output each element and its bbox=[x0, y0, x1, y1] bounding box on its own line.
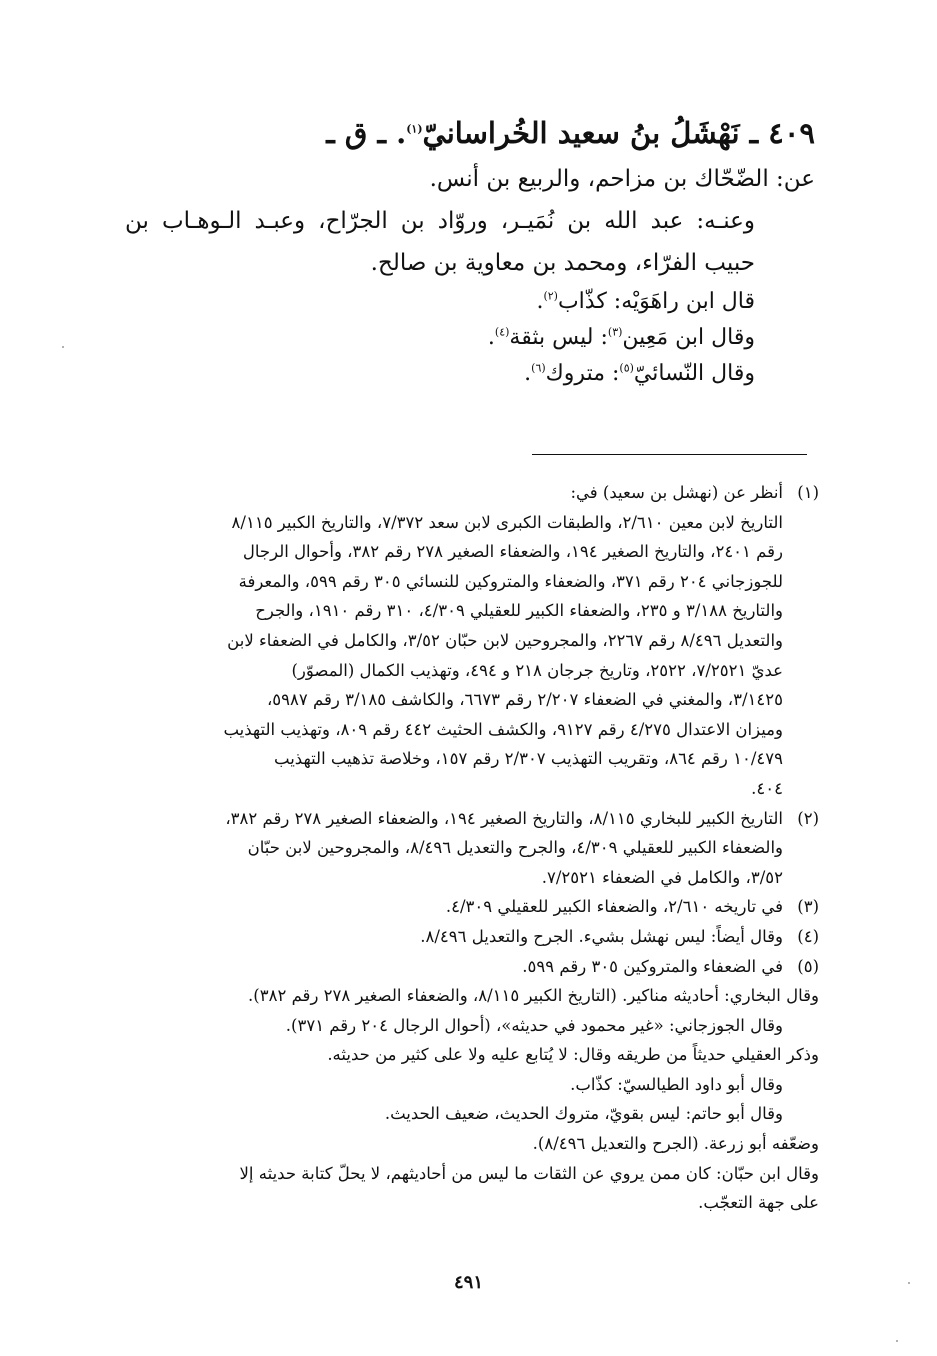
footnote-line-abu-zura: وضعّفه أبو زرعة. (الجرح والتعديل ٨/٤٩٦). bbox=[532, 1134, 819, 1154]
footnote-number: (٢) bbox=[797, 808, 819, 828]
footnote-ref[interactable]: (٢) bbox=[543, 289, 558, 303]
footnote-line: عديّ ٧/٢٥٢١، ٢٥٢٢، وتاريخ جرجان ٢١٨ و ٤٩٤، وتهذيب الكمال (المصوّر) bbox=[291, 660, 783, 680]
footnote-1 bbox=[119, 478, 819, 804]
footnote-line-juzjani: وقال الجوزجاني: «غير محمود في حديثه»، (أحوال الرجال ٢٠٤ رقم ٣٧١). bbox=[285, 1015, 783, 1035]
footnote-number: (١) bbox=[797, 483, 819, 502]
footnote-line: ٣/١٤٢٥، والمغني في الضعفاء ٢/٢٠٧ رقم ٦٦٧٣، والكاشف ٣/١٨٥ رقم ٥٩٨٧، bbox=[266, 690, 783, 710]
footnote-line: للجوزجاني ٢٠٤ رقم ٣٧١، والضعفاء والمتروكين للنسائي ٣٠٥ رقم ٥٩٩، والمعرفة bbox=[238, 571, 783, 591]
entry-title: ٤٠٩ ـ نَهْشَلُ بنُ سعيد الخُراسانيّ$^{(١)}$. ـ ق ـ bbox=[326, 116, 815, 150]
footnote-line: رقم ٢٤٠١، والتاريخ الصغير ١٩٤، والضعفاء الصغير ٢٧٨ رقم ٣٨٢، وأحوال الرجال bbox=[242, 542, 783, 562]
footnote-ref[interactable]: (١) bbox=[406, 122, 423, 136]
statement-nasai: وقال النّسائيّ$^{(٥)}$: متروك$^{(٦)}$. bbox=[524, 361, 755, 386]
biography-entry bbox=[125, 112, 815, 392]
scan-speck bbox=[896, 1340, 898, 1342]
footnote-ref[interactable]: (٣) bbox=[607, 325, 623, 339]
footnote-line: في تاريخه ٢/٦١٠، والضعفاء الكبير للعقيلي ٤/٣٠٩. bbox=[445, 897, 783, 917]
footnotes bbox=[119, 478, 819, 1218]
scan-speck bbox=[908, 1282, 910, 1284]
footnote-line: التاريخ الكبير للبخاري ٨/١١٥، والتاريخ الصغير ١٩٤، والضعفاء الصغير ٢٧٨ رقم ٣٨٢، bbox=[225, 808, 783, 828]
footnote-2 bbox=[119, 804, 819, 893]
footnote-line: التاريخ لابن معين ٢/٦١٠، والطبقات الكبرى لابن سعد ٧/٣٧٢، والتاريخ الكبير ٨/١١٥ bbox=[231, 512, 783, 532]
footnote-line: أنظر عن (نهشل بن سعيد) في: bbox=[570, 483, 783, 502]
footnote-line: وميزان الاعتدال ٤/٢٧٥ رقم ٩١٢٧، والكشف الحثيث ٤٤٢ رقم ٨٠٩، وتهذيب التهذيب bbox=[223, 719, 783, 739]
footnote-line-abu-hatim: وقال أبو حاتم: ليس بقويّ، متروك الحديث، ضعيف الحديث. bbox=[384, 1104, 783, 1124]
footnote-line-ibn-hibban-cont: على جهة التعجّب. bbox=[698, 1193, 819, 1213]
footnote-line: ٣/٥٢، والكامل في الضعفاء ٧/٢٥٢١. bbox=[541, 867, 783, 887]
narrated-from: عن: الضّحّاك بن مزاحم، والربيع بن أنس. bbox=[429, 166, 815, 192]
footnote-4 bbox=[119, 922, 819, 952]
footnote-line: ٤٠٤. bbox=[751, 778, 783, 798]
footnote-number: (٣) bbox=[797, 897, 819, 917]
footnote-line: والتعديل ٨/٤٩٦ رقم ٢٢٦٧، والمجروحين لابن حبّان ٣/٥٢، والكامل في الضعفاء لابن bbox=[227, 630, 783, 650]
footnote-5 bbox=[119, 952, 819, 982]
footnote-line-uqayli: وذكر العقيلي حديثاً من طريقه وقال: لا يُتابع عليه ولا على كثير من حديثه. bbox=[327, 1045, 819, 1065]
footnote-ref[interactable]: (٤) bbox=[494, 325, 510, 339]
footnote-line: ١٠/٤٧٩ رقم ٨٦٤، وتقريب التهذيب ٢/٣٠٧ رقم ١٥٧، وخلاصة تذهيب التهذيب bbox=[274, 749, 783, 769]
scan-speck bbox=[62, 346, 64, 348]
page-number: ٤٩١ bbox=[453, 1272, 483, 1293]
footnote-number: (٥) bbox=[797, 956, 819, 976]
footnote-ref[interactable]: (٥) bbox=[619, 361, 634, 375]
statement-ibn-main: وقال ابن مَعِين$^{(٣)}$: ليس بثقة$^{(٤)}$. bbox=[487, 325, 755, 350]
footnote-line: والضعفاء الكبير للعقيلي ٤/٣٠٩، والجرح والتعديل ٨/٤٩٦، والمجروحين لابن حبّان bbox=[247, 838, 783, 858]
footnote-line-ibn-hibban: وقال ابن حبّان: كان ممن يروي عن الثقات ما ليس من أحاديثهم، لا يحلّ كتابة حديثه إلا bbox=[239, 1163, 819, 1183]
footnote-ref[interactable]: (٦) bbox=[531, 361, 546, 375]
footnote-line-tayalisi: وقال أبو داود الطيالسيّ: كذّاب. bbox=[570, 1074, 783, 1094]
narrated-by: وعنـه: عبد الله بن نُمَيـر، وروّاد بن الجرّاح، وعبـد الـوهـاب بن حبيب الفرّاء، ومحمد بن معاوية بن صالح. bbox=[125, 208, 755, 276]
statement-ibn-rahawayh: قال ابن راهَوَيْه: كذّاب$^{(٢)}$. bbox=[536, 289, 755, 314]
footnote-separator bbox=[532, 454, 807, 455]
footnote-line: وقال أيضاً: ليس نهشل بشيء. الجرح والتعديل ٨/٤٩٦. bbox=[420, 926, 783, 946]
footnote-line-bukhari: وقال البخاري: أحاديثه مناكير. (التاريخ الكبير ٨/١١٥، والضعفاء الصغير ٢٧٨ رقم ٣٨٢). bbox=[248, 986, 819, 1006]
footnote-3 bbox=[119, 892, 819, 922]
footnote-line: في الضعفاء والمتروكين ٣٠٥ رقم ٥٩٩. bbox=[522, 956, 783, 976]
footnote-number: (٤) bbox=[797, 926, 819, 946]
footnote-line: والتاريخ ٣/١٨٨ و ٢٣٥، والضعفاء الكبير للعقيلي ٤/٣٠٩، ٣١٠ رقم ١٩١٠، والجرح bbox=[255, 601, 783, 621]
